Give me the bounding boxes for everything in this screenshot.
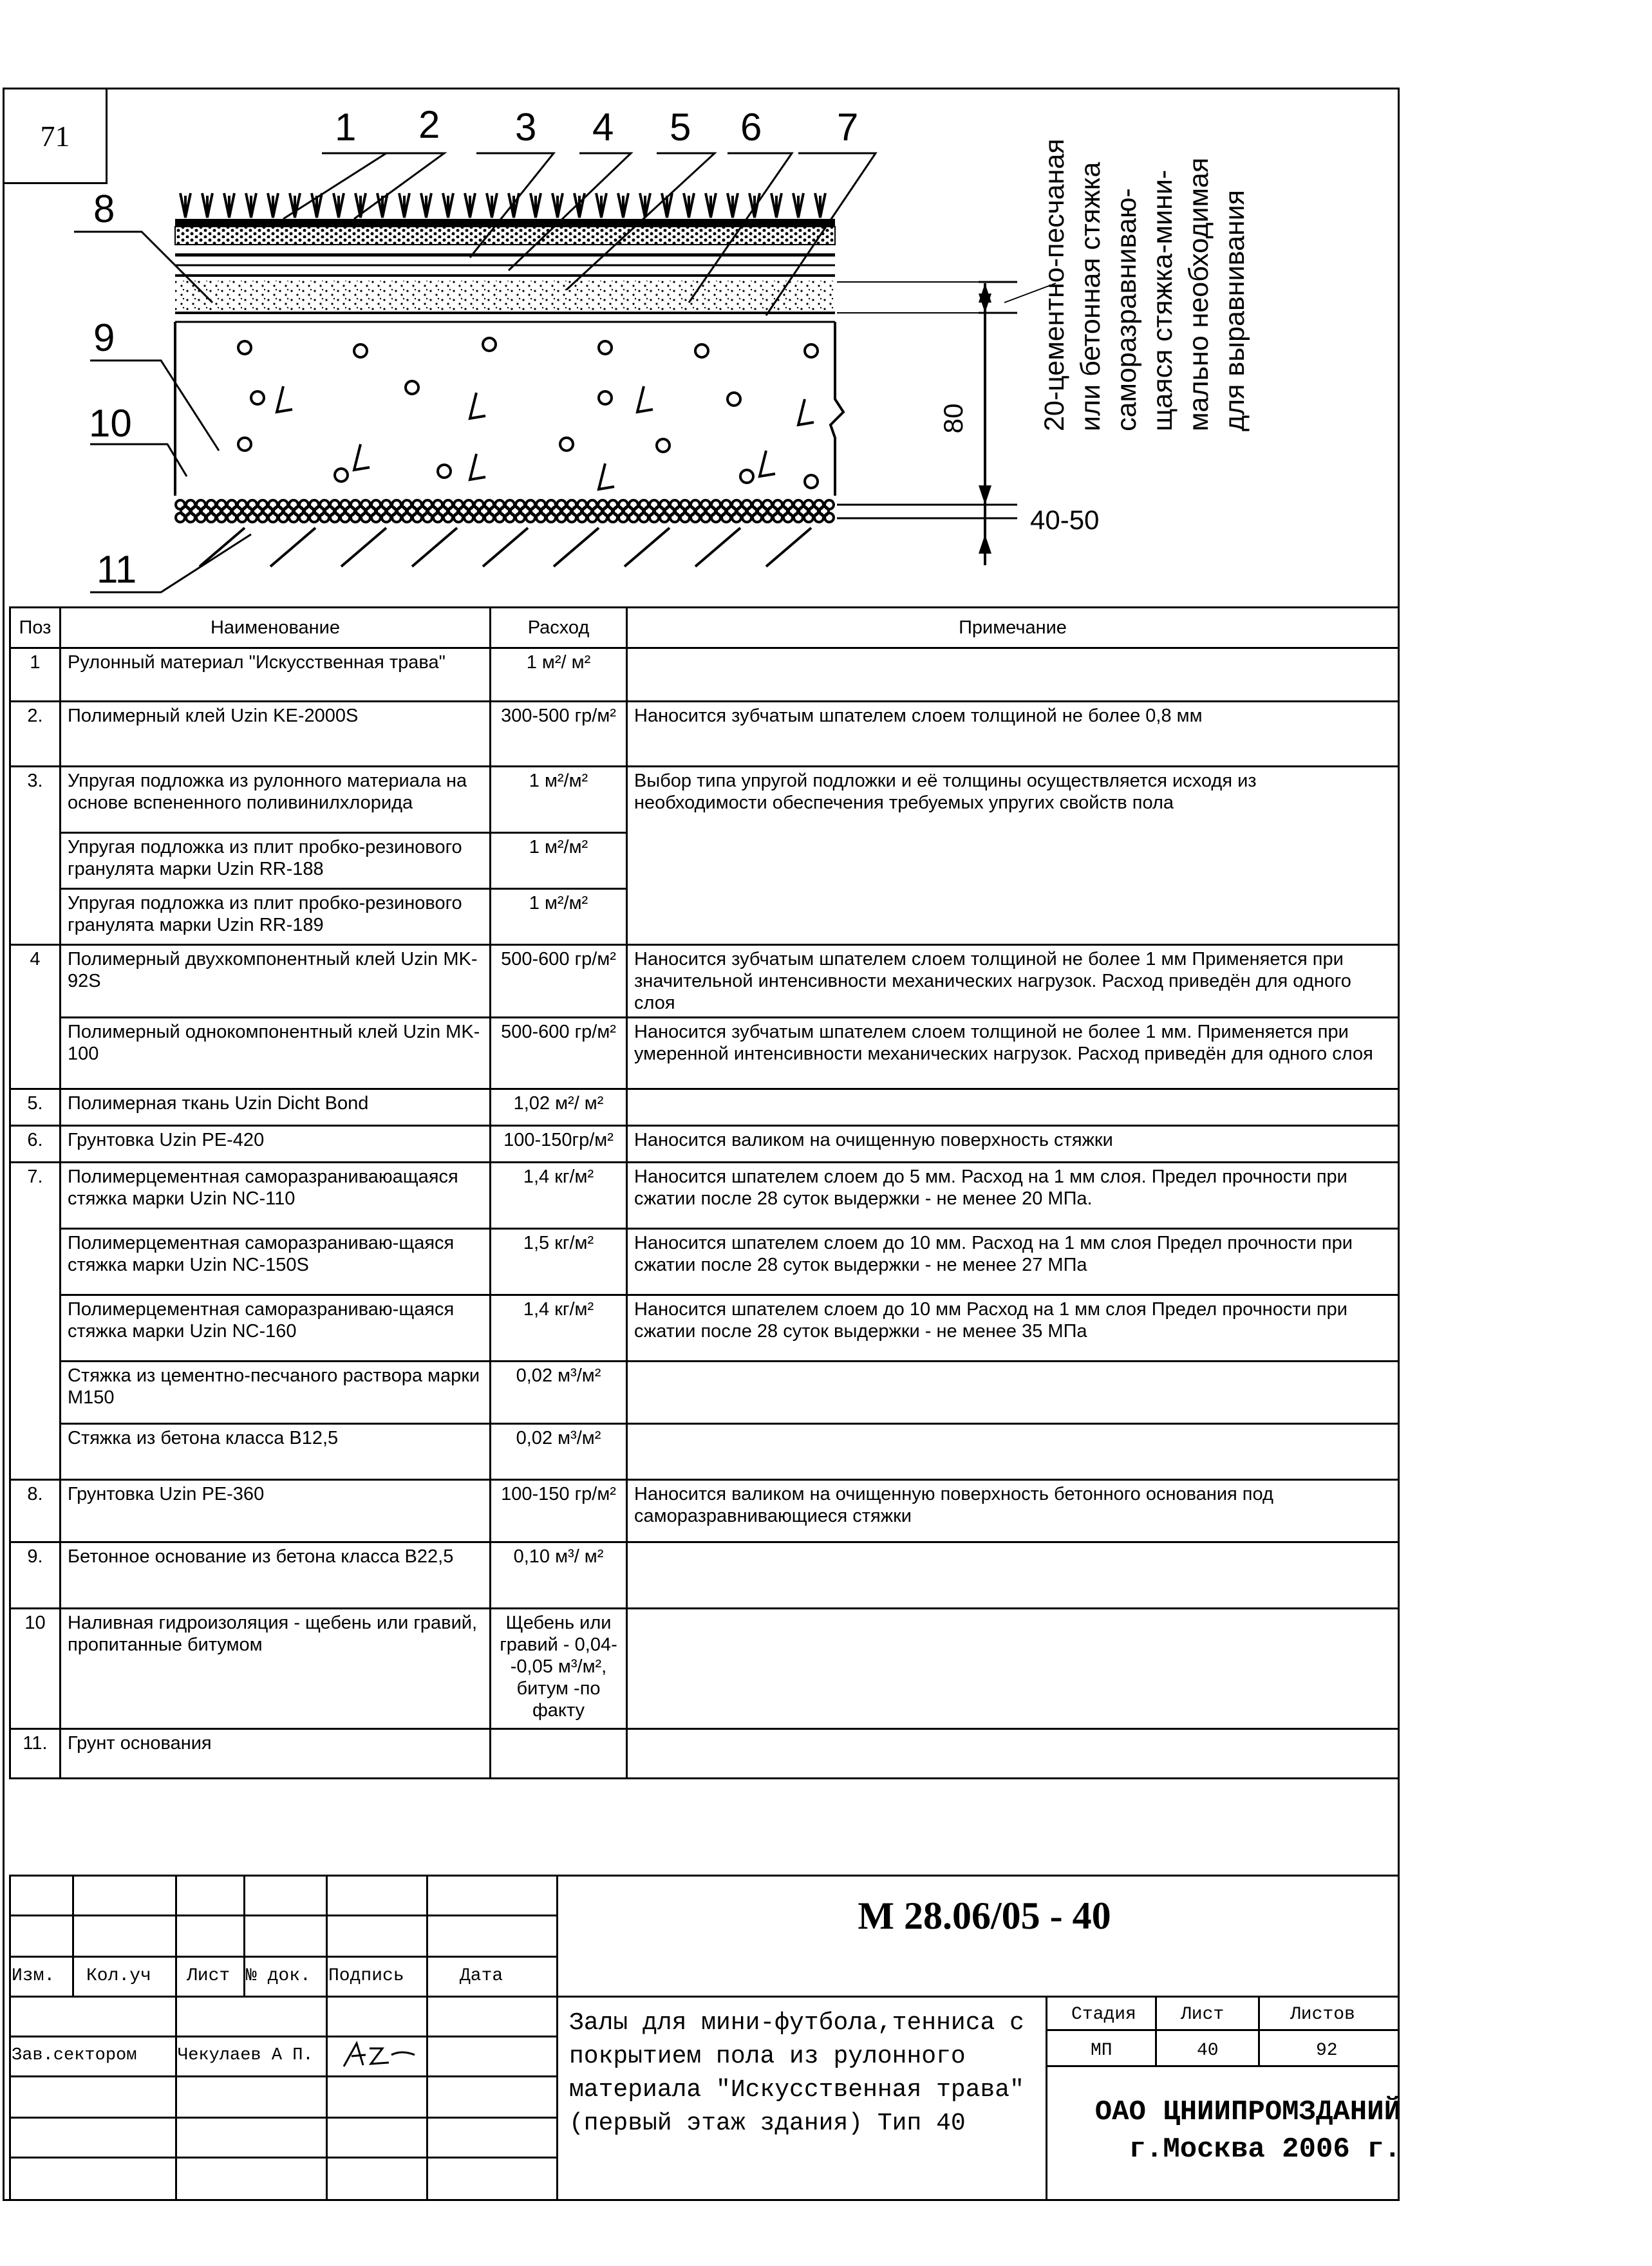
callout-7: 7 (837, 106, 859, 149)
grass-tuft (465, 193, 475, 218)
gravel-pebble (423, 513, 432, 522)
gravel-pebble (784, 513, 793, 522)
aggregate-triangle (798, 399, 814, 425)
gravel-pebble (804, 513, 813, 522)
aggregate-triangle (277, 386, 292, 412)
grass-tuft (727, 193, 738, 218)
gravel-pebble (248, 513, 257, 522)
organization (1053, 2093, 1401, 2168)
grass-tuft (793, 193, 803, 218)
sheets-label: Листов (1290, 2005, 1355, 2025)
gravel-pebble (258, 513, 267, 522)
layer-screed (175, 281, 835, 313)
table-row: 9. Бетонное основание из бетона класса В22,5 0,10 м³/ м² (10, 1542, 1399, 1609)
soil-hatch-line (412, 528, 457, 566)
col-izm: Изм. (12, 1966, 55, 1986)
gravel-pebble (536, 513, 545, 522)
grass-tuft (487, 193, 497, 218)
gravel-pebble (732, 513, 741, 522)
table-row: 4 Полимерный двухкомпонентный клей Uzin MK-92S 500-600 гр/м² Наносится зубчатым шпателем слоем толщиной не более 1 мм Применяется при значительной интенсивности механических нагрузок. Расход приведён для одного слоя (10, 945, 1399, 1018)
grass-tuft (552, 193, 563, 218)
aggregate-circle (805, 344, 818, 357)
aggregate-circle (560, 438, 573, 451)
org-city-year: г.Москва 2006 г. (1129, 2133, 1401, 2166)
note-line: для выравнивания (1219, 190, 1250, 431)
gravel-pebble (608, 513, 617, 522)
gravel-pebble (330, 513, 339, 522)
gravel-pebble (433, 513, 442, 522)
grass-tuft (596, 193, 606, 218)
gravel-pebble (341, 513, 350, 522)
callout-2: 2 (418, 103, 440, 146)
sheet-label: Лист (1181, 2005, 1225, 2025)
gravel-pebble (464, 513, 473, 522)
callout-8: 8 (93, 187, 115, 230)
grass-layer (180, 193, 825, 218)
aggregate-triangle (637, 386, 653, 412)
table-row: 5. Полимерная ткань Uzin Dicht Bond 1,02 м²/ м² (10, 1089, 1399, 1126)
table-row: Стяжка из цементно-песчаного раствора марки М150 0,02 м³/м² (10, 1362, 1399, 1424)
aggregate-circle (354, 344, 367, 357)
gravel-pebble (794, 513, 803, 522)
aggregate-triangle (470, 454, 485, 480)
floor-section-drawing (0, 0, 1652, 605)
grass-tuft (202, 193, 212, 218)
gravel-pebble (691, 513, 700, 522)
gravel-pebble (485, 513, 494, 522)
table-row: 10 Наливная гидроизоляция - щебень или гравий, пропитанные битумом Щебень или гравий - 0,04--0,05 м³/м², битум -по факту (10, 1609, 1399, 1729)
header-pos: Поз (10, 608, 61, 648)
title-block (9, 1875, 1400, 2201)
aggregate-circle (483, 338, 496, 351)
gravel-pebble (217, 513, 226, 522)
gravel-layer (176, 500, 834, 522)
soil-hatch-line (766, 528, 811, 566)
gravel-pebble (289, 513, 298, 522)
gravel-pebble (454, 513, 463, 522)
gravel-pebble (279, 513, 288, 522)
table-row: Полимерный однокомпонентный клей Uzin MK-100 500-600 гр/м² Наносится зубчатым шпателем слоем толщиной не более 1 мм. Применяется при умеренной интенсивности механических нагрузок. Расход приведён для одного слоя (10, 1018, 1399, 1089)
callout-6: 6 (740, 106, 762, 149)
table-row: 3. Упругая подложка из рулонного материала на основе вспененного поливинилхлорида 1 м²/м² Выбор типа упругой подложки и её толщины осуществляется исходя из необходимости обеспечения требуемых упругих свойств пола (10, 767, 1399, 833)
gravel-pebble (619, 513, 628, 522)
aggregate-circle (727, 393, 740, 406)
aggregate-circle (805, 475, 818, 488)
gravel-pebble (639, 513, 648, 522)
callout-1: 1 (335, 106, 357, 149)
dim-80: 80 (938, 403, 968, 434)
col-kol: Кол.уч (86, 1966, 151, 1986)
gravel-pebble (392, 513, 401, 522)
aggregate-circle (238, 341, 251, 354)
aggregate-circle (238, 438, 251, 451)
gravel-pebble (650, 513, 659, 522)
role-label: Зав.сектором (12, 2046, 137, 2065)
grass-tuft (443, 193, 453, 218)
gravel-pebble (268, 513, 277, 522)
aggregate-circle (438, 465, 451, 478)
gravel-pebble (516, 513, 525, 522)
table-row: Полимерцементная саморазраниваю-щаяся стяжка марки Uzin NC-150S 1,5 кг/м² Наносится шпателем слоем до 10 мм. Расход на 1 мм слоя Предел прочности при сжатии после 28 суток выдержки - не менее 27 МПа (10, 1229, 1399, 1295)
gravel-pebble (444, 513, 453, 522)
gravel-pebble (196, 513, 205, 522)
callout-10: 10 (89, 402, 132, 445)
callout-9: 9 (93, 316, 115, 359)
grass-tuft (224, 193, 234, 218)
gravel-pebble (186, 513, 195, 522)
gravel-pebble (299, 513, 308, 522)
gravel-pebble (474, 513, 483, 522)
grass-tuft (246, 193, 256, 218)
aggregate-circle (335, 469, 348, 482)
gravel-pebble (371, 513, 380, 522)
gravel-pebble (629, 513, 638, 522)
soil-hatch-line (341, 528, 386, 566)
aggregate-triangle (760, 451, 775, 476)
header-rate: Расход (491, 608, 627, 648)
layer-top-line (175, 219, 835, 227)
grass-tuft (268, 193, 278, 218)
gravel-pebble (238, 513, 247, 522)
table-row: 11. Грунт основания (10, 1729, 1399, 1779)
gravel-pebble (505, 513, 514, 522)
gravel-pebble (763, 513, 772, 522)
table-row: Упругая подложка из плит пробко-резинового гранулята марки Uzin RR-189 1 м²/м² (10, 889, 1399, 945)
table-row: Упругая подложка из плит пробко-резинового гранулята марки Uzin RR-188 1 м²/м² (10, 833, 1399, 889)
note-line: саморазравнивaю- (1111, 188, 1142, 431)
aggregate-circle (657, 439, 670, 452)
soil-hatch-line (483, 528, 528, 566)
table-row: 7. Полимерцементная саморазраниваюащаяся стяжка марки Uzin NC-110 1,4 кг/м² Наносится шпателем слоем до 5 мм. Расход на 1 мм слоя. Предел прочности при сжатии после 28 суток выдержки - не менее 20 МПа. (10, 1163, 1399, 1229)
header-note: Примечание (627, 608, 1399, 648)
gravel-pebble (773, 513, 782, 522)
soil-hatch-line (695, 528, 740, 566)
grass-tuft (421, 193, 431, 218)
table-row: Стяжка из бетона класса В12,5 0,02 м³/м² (10, 1424, 1399, 1480)
soil-hatch-line (624, 528, 670, 566)
gravel-pebble (711, 513, 720, 522)
callout-3: 3 (515, 106, 537, 149)
grass-tuft (509, 193, 519, 218)
grass-tuft (706, 193, 716, 218)
aggregate-circle (599, 391, 612, 404)
aggregate-circle (599, 341, 612, 354)
table-row: 8. Грунтовка Uzin PE-360 100-150 гр/м² Наносится валиком на очищенную поверхность бетонного основания под саморазравнивающиеся стяжки (10, 1480, 1399, 1542)
page-number: 71 (3, 88, 108, 184)
gravel-pebble (207, 513, 216, 522)
document-title: Залы для мини-футбола,тенниса с покрытием пола из рулонного материала "Искусственная трава"(первый этаж здания) Тип 40 (569, 2009, 1024, 2137)
header-name: Наименование (61, 608, 491, 648)
vertical-note (1037, 90, 1253, 431)
aggregate-circle (740, 470, 753, 483)
callout-11: 11 (97, 548, 137, 591)
dim-40-50: 40-50 (1030, 505, 1100, 535)
table-header (10, 608, 1399, 648)
grass-tuft (180, 193, 191, 218)
gravel-pebble (176, 513, 185, 522)
gravel-pebble (588, 513, 597, 522)
soil-hatch (200, 528, 811, 566)
gravel-pebble (227, 513, 236, 522)
gravel-pebble (660, 513, 669, 522)
grass-tuft (771, 193, 782, 218)
gravel-pebble (577, 513, 587, 522)
note-line: 20-цементно-песчаная (1039, 138, 1070, 431)
stage-value: МП (1091, 2041, 1112, 2061)
gravel-pebble (382, 513, 391, 522)
gravel-pebble (547, 513, 556, 522)
gravel-pebble (351, 513, 360, 522)
grass-tuft (815, 193, 825, 218)
table-row: Полимерцементная саморазраниваю-щаяся стяжка марки Uzin NC-160 1,4 кг/м² Наносится шпателем слоем до 10 мм Расход на 1 мм слоя Предел прочности при сжатии после 28 суток выдержки - не менее 35 МПа (10, 1295, 1399, 1362)
gravel-pebble (670, 513, 679, 522)
soil-hatch-line (200, 528, 245, 566)
materials-table (9, 606, 1400, 1779)
table-row: 1 Рулонный материал "Искусственная трава" 1 м²/ м² (10, 648, 1399, 702)
gravel-pebble (495, 513, 504, 522)
gravel-pebble (402, 513, 411, 522)
gravel-pebble (567, 513, 576, 522)
table-row: 2. Полимерный клей Uzin KE-2000S 300-500 гр/м² Наносится зубчатым шпателем слоем толщиной не более 0,8 мм (10, 702, 1399, 767)
org-name: ОАО ЦНИИПРОМЗДАНИЙ (1094, 2096, 1401, 2128)
gravel-pebble (320, 513, 329, 522)
gravel-pebble (722, 513, 731, 522)
grass-tuft (684, 193, 694, 218)
gravel-pebble (310, 513, 319, 522)
concrete-aggregate (238, 338, 818, 489)
signature-mark (337, 2036, 421, 2074)
stage-label: Стадия (1071, 2005, 1136, 2025)
soil-hatch-line (554, 528, 599, 566)
aggregate-triangle (354, 444, 370, 470)
note-line: или бетонная стяжка (1075, 162, 1106, 431)
document-code: М 28.06/05 - 40 (858, 1895, 1111, 1937)
sheets-value: 92 (1316, 2041, 1338, 2061)
sheet-value: 40 (1197, 2041, 1219, 2061)
gravel-pebble (557, 513, 566, 522)
gravel-pebble (598, 513, 607, 522)
gravel-pebble (681, 513, 690, 522)
gravel-pebble (361, 513, 370, 522)
gravel-pebble (413, 513, 422, 522)
grass-tuft (618, 193, 628, 218)
soil-hatch-line (270, 528, 315, 566)
gravel-pebble (742, 513, 751, 522)
gravel-pebble (701, 513, 710, 522)
col-list: Лист (187, 1966, 230, 1986)
grass-tuft (333, 193, 344, 218)
aggregate-triangle (470, 393, 485, 418)
gravel-pebble (814, 513, 823, 522)
col-sign: Подпись (328, 1966, 404, 1986)
table-row: 6. Грунтовка Uzin PE-420 100-150гр/м² Наносится валиком на очищенную поверхность стяжки (10, 1126, 1399, 1163)
aggregate-triangle (599, 464, 614, 489)
gravel-pebble (825, 513, 834, 522)
gravel-pebble (526, 513, 535, 522)
note-line: мально необходимая (1183, 157, 1214, 431)
grass-tuft (399, 193, 409, 218)
aggregate-circle (406, 381, 418, 394)
col-date: Дата (460, 1966, 503, 1986)
note-line: щаяся стяжка-мини- (1147, 169, 1178, 431)
grass-tuft (530, 193, 541, 218)
aggregate-circle (251, 391, 264, 404)
aggregate-circle (695, 344, 708, 357)
col-doc: № док. (246, 1966, 311, 1986)
gravel-pebble (753, 513, 762, 522)
person-name: Чекулаев А П. (178, 2046, 314, 2065)
callout-4: 4 (592, 106, 614, 149)
callout-5: 5 (670, 106, 691, 149)
